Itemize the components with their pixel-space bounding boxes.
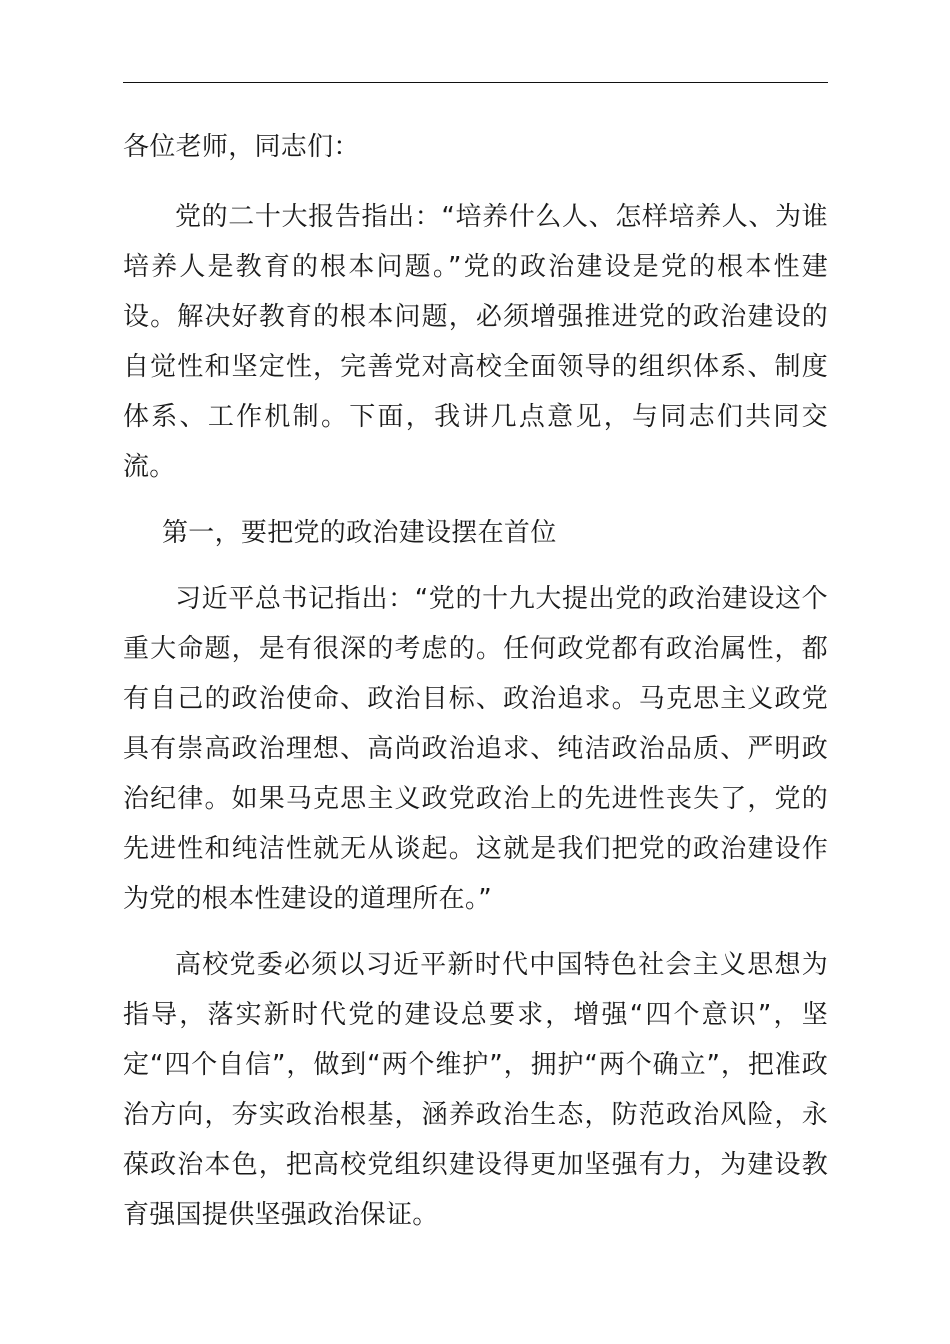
section-heading-first: 第一，要把党的政治建设摆在首位: [162, 518, 557, 548]
header-divider: [123, 82, 828, 83]
document-body: [123, 122, 828, 1256]
paragraph-intro: 党的二十大报告指出：“培养什么人、怎样培养人、为谁培养人是教育的根本问题。”党的政治建设是党的根本性建设。解决好教育的根本问题，必须增强推进党的政治建设的自觉性和坚定性，完善党对高校全面领导的组织体系、制度体系、工作机制。下面，我讲几点意见，与同志们共同交流。: [123, 202, 828, 482]
salutation: 各位老师，同志们：: [123, 132, 360, 162]
paragraph-requirements: 高校党委必须以习近平新时代中国特色社会主义思想为指导，落实新时代党的建设总要求，增强“四个意识”，坚定“四个自信”，做到“两个维护”，拥护“两个确立”，把准政治方向，夯实政治根基，涵养政治生态，防范政治风险，永葆政治本色，把高校党组织建设得更加坚强有力，为建设教育强国提供坚强政治保证。: [123, 950, 828, 1230]
paragraph-quote: 习近平总书记指出：“党的十九大提出党的政治建设这个重大命题，是有很深的考虑的。任何政党都有政治属性，都有自己的政治使命、政治目标、政治追求。马克思主义政党具有崇高政治理想、高尚政治追求、纯洁政治品质、严明政治纪律。如果马克思主义政党政治上的先进性丧失了，党的先进性和纯洁性就无从谈起。这就是我们把党的政治建设作为党的根本性建设的道理所在。”: [123, 584, 828, 914]
